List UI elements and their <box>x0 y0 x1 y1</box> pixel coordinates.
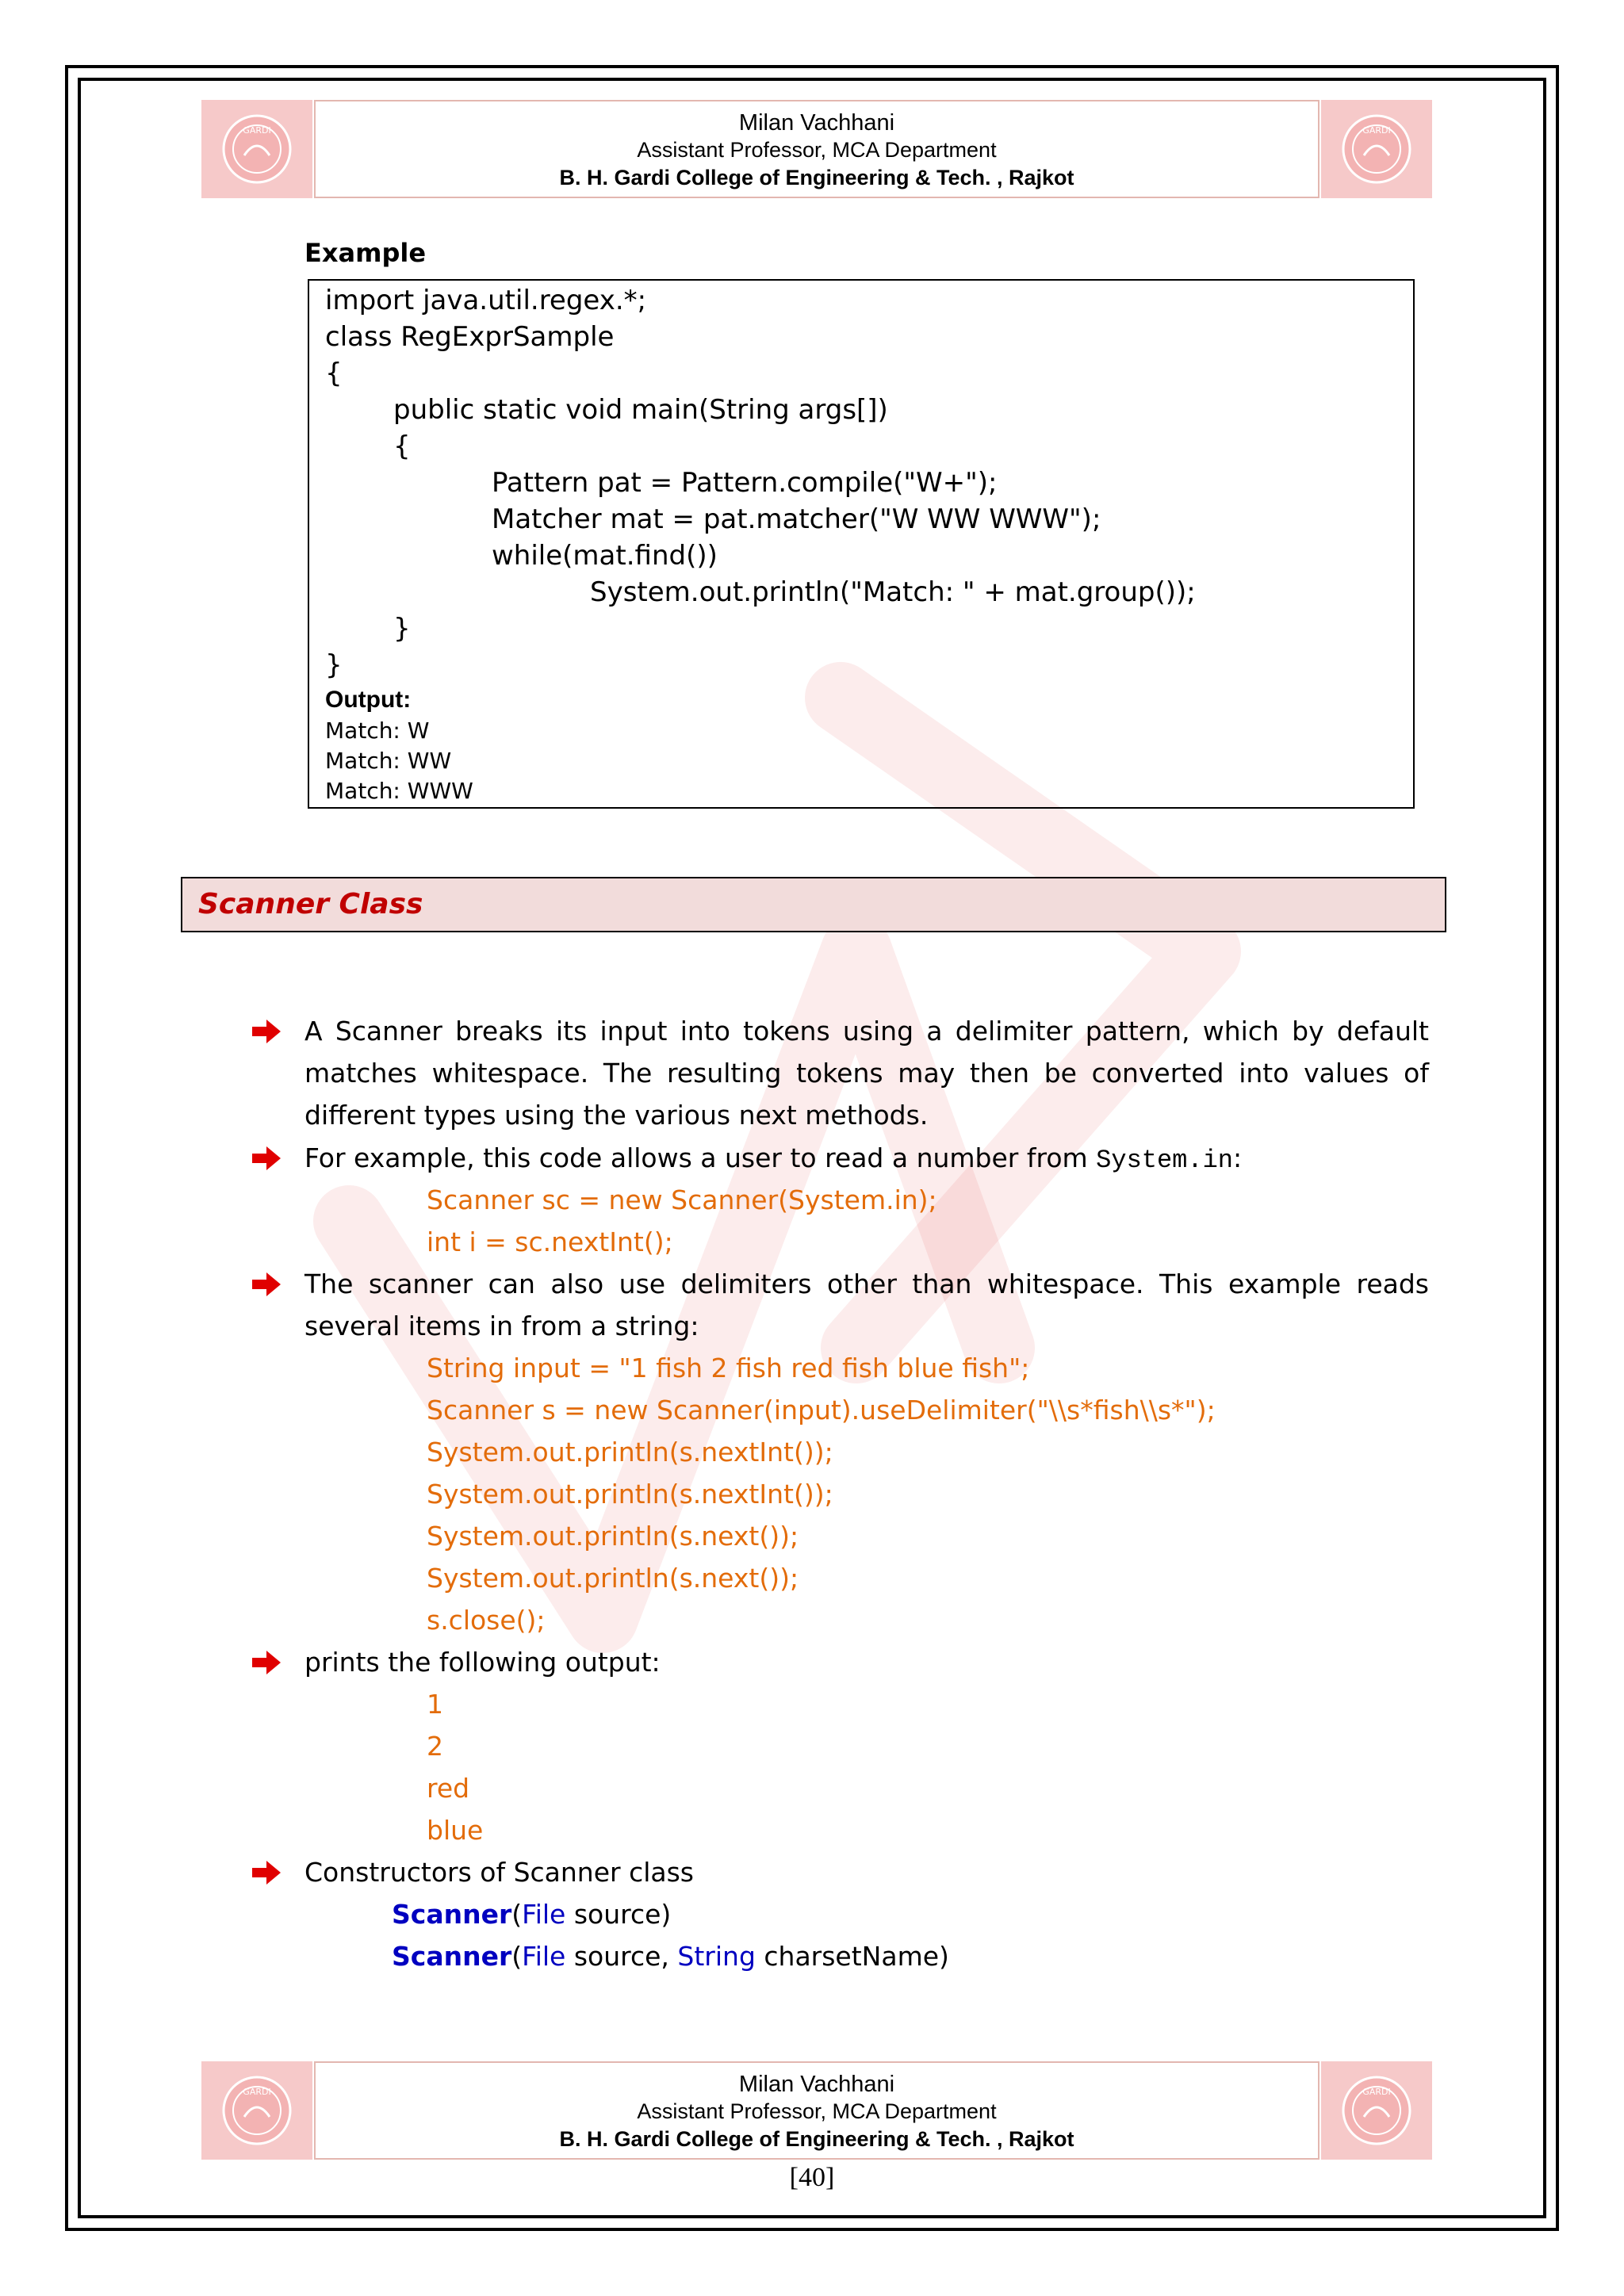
example-code-box <box>308 279 1415 809</box>
code-line: { <box>325 358 343 389</box>
author-role: Assistant Professor, MCA Department <box>637 138 997 162</box>
section-heading-bar <box>181 877 1446 932</box>
author-name: Milan Vachhani <box>738 2072 895 2097</box>
output-value: 2 <box>427 1731 443 1762</box>
arrow-bullet-icon <box>252 1020 281 1043</box>
constructor-signature <box>392 1935 949 1977</box>
output-line: Match: WWW <box>325 778 473 804</box>
constructor-signature <box>392 1893 671 1935</box>
code-line: Pattern pat = Pattern.compile("W+"); <box>492 467 998 499</box>
svg-text:GARDI: GARDI <box>1362 2087 1391 2097</box>
code-snippet-line: s.close(); <box>427 1605 546 1636</box>
code-line: class RegExprSample <box>325 321 615 353</box>
class-name: Scanner <box>392 1899 512 1930</box>
type-name: File <box>522 1941 566 1972</box>
code-snippet-line: String input = "1 fish 2 fish red fish blue fish"; <box>427 1353 1030 1383</box>
output-value: 1 <box>427 1689 443 1720</box>
gardi-logo-icon <box>1340 113 1413 186</box>
code-line: while(mat.find()) <box>492 540 718 572</box>
bullet-text: The scanner can also use delimiters other than whitespace. This example reads several items in from a string: <box>304 1269 1429 1341</box>
bullet-text: A Scanner breaks its input into tokens using a delimiter pattern, which by default matches whitespace. The resulting tokens may then be converted into values of different types using the various next methods. <box>304 1016 1429 1131</box>
arrow-bullet-icon <box>252 1146 281 1170</box>
code-line: Matcher mat = pat.matcher("W WW WWW"); <box>492 503 1101 535</box>
footer-text-block <box>314 2061 1320 2160</box>
arrow-bullet-icon <box>252 1272 281 1296</box>
gardi-logo-icon <box>1340 2074 1413 2147</box>
paren: ( <box>511 1941 523 1972</box>
arrow-bullet-icon <box>252 1651 281 1674</box>
gardi-logo-icon <box>220 2074 293 2147</box>
output-value: red <box>427 1773 470 1804</box>
paren: ( <box>511 1899 523 1930</box>
author-name: Milan Vachhani <box>738 110 895 136</box>
bullet-text: Constructors of Scanner class <box>304 1857 695 1888</box>
param-text: source) <box>565 1899 672 1930</box>
bullet-text <box>304 1137 1429 1181</box>
section-title: Scanner Class <box>198 888 423 920</box>
code-snippet-line: System.out.println(s.next()); <box>427 1563 799 1594</box>
example-heading: Example <box>304 238 427 268</box>
bullet-text: prints the following output: <box>304 1647 661 1678</box>
arrow-bullet-icon <box>252 1861 281 1885</box>
output-line: Match: W <box>325 718 430 744</box>
code-line: } <box>325 649 343 681</box>
code-snippet-line: System.out.println(s.next()); <box>427 1521 799 1552</box>
param-text: charsetName) <box>755 1941 949 1972</box>
svg-text:GARDI: GARDI <box>243 125 271 136</box>
code-line: { <box>393 430 411 462</box>
author-role: Assistant Professor, MCA Department <box>637 2099 997 2123</box>
code-snippet-line: Scanner sc = new Scanner(System.in); <box>427 1184 937 1215</box>
bullet-text-part: For example, this code allows a user to read a number from <box>304 1142 1097 1173</box>
output-label: Output: <box>325 687 412 713</box>
type-name: String <box>677 1941 756 1972</box>
gardi-logo-icon <box>220 113 293 186</box>
college-name: B. H. Gardi College of Engineering & Tech. , Rajkot <box>559 2127 1074 2151</box>
code-snippet-line: System.out.println(s.nextInt()); <box>427 1479 833 1510</box>
college-name: B. H. Gardi College of Engineering & Tech. , Rajkot <box>559 166 1074 189</box>
code-line: } <box>393 613 411 645</box>
output-value: blue <box>427 1815 484 1846</box>
inline-code: System.in <box>1096 1146 1233 1175</box>
code-line: System.out.println("Match: " + mat.group()); <box>590 576 1196 608</box>
header-text-block <box>314 100 1320 198</box>
class-name: Scanner <box>392 1941 512 1972</box>
page-number: [40] <box>789 2163 835 2192</box>
param-text: source, <box>565 1941 678 1972</box>
code-line: public static void main(String args[]) <box>393 394 888 426</box>
code-snippet-line: System.out.println(s.nextInt()); <box>427 1437 833 1468</box>
svg-text:GARDI: GARDI <box>1362 125 1391 136</box>
page-footer <box>201 2061 1432 2160</box>
svg-text:GARDI: GARDI <box>243 2087 271 2097</box>
code-snippet-line: int i = sc.nextInt(); <box>427 1226 673 1257</box>
output-line: Match: WW <box>325 748 452 774</box>
code-snippet-line: Scanner s = new Scanner(input).useDelimiter("\\s*fish\\s*"); <box>427 1395 1216 1425</box>
type-name: File <box>522 1899 566 1930</box>
page-header <box>201 100 1432 198</box>
code-line: import java.util.regex.*; <box>325 285 647 316</box>
bullet-text-part: : <box>1232 1142 1243 1173</box>
